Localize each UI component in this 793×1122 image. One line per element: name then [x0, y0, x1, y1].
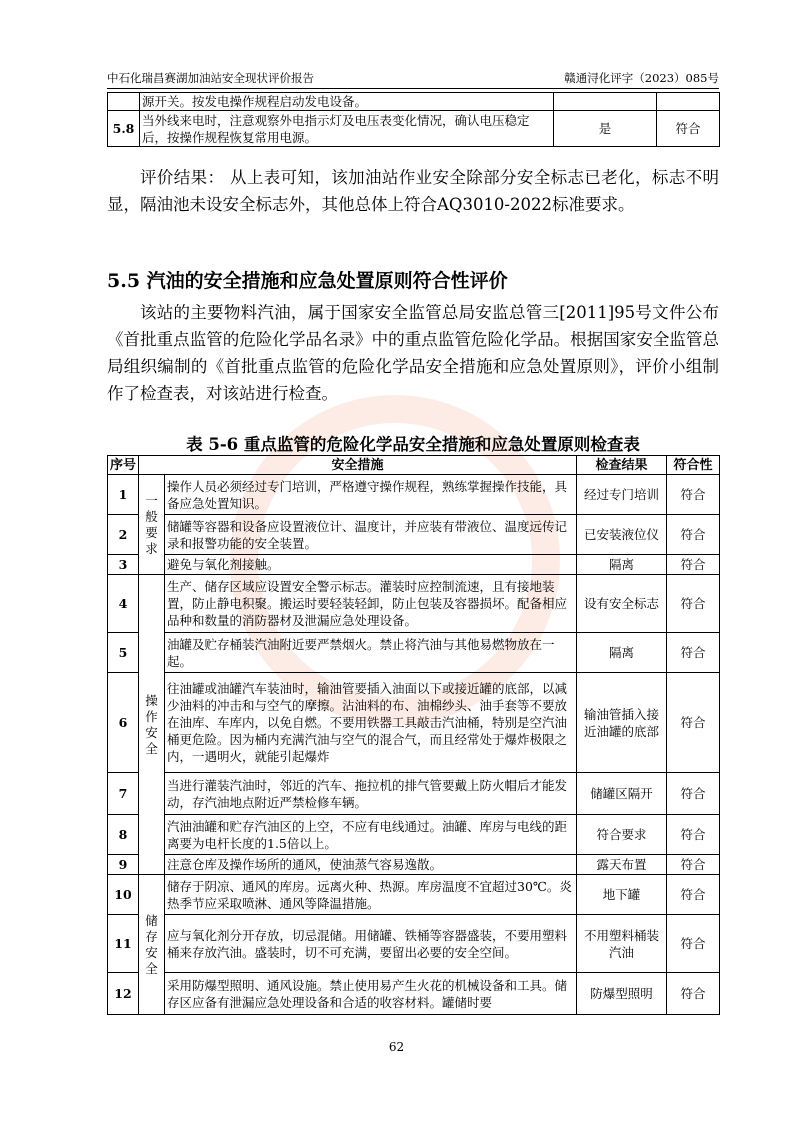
table-row [108, 673, 720, 773]
row-measure: 操作人员必须经过专门培训，严格遵守操作规程，熟练掌握操作技能，具备应急处置知识。 [165, 475, 577, 515]
category-general: 一般要求 [139, 475, 165, 575]
row-measure: 储罐等容器和设备应设置液位计、温度计，并应装有带液位、温度远传记录和报警功能的安全装置。 [165, 515, 577, 555]
row-result: 隔离 [577, 633, 667, 673]
row-result: 不用塑料桶装汽油 [577, 915, 667, 973]
evaluation-paragraph: 评价结果： 从上表可知，该加油站作业安全除部分安全标志已老化，标志不明显，隔油池未设安全标志外，其他总体上符合AQ3010-2022标准要求。 [107, 168, 719, 214]
row-result: 已安装液位仪 [577, 515, 667, 555]
checklist-table [107, 455, 720, 1015]
row-measure: 往油罐或油罐汽车装油时，输油管要插入油面以下或接近罐的底部，以减少油料的冲击和与空气的摩擦。沾油料的布、油棉纱头、油手套等不要放在油库、车库内，以免自燃。不要用铁器工具敲击汽油桶，特别是空汽油桶更危险。因为桶内充满汽油与空气的混合气，而且经常处于爆炸极限之内，一遇明火，就能引起爆炸 [165, 673, 577, 773]
table-caption: 表 5-6 重点监管的危险化学品安全措施和应急处置原则检查表 [186, 435, 640, 454]
page-header [107, 70, 719, 89]
table-row [108, 773, 720, 815]
section-title: 5.5 汽油的安全措施和应急处置原则符合性评价 [107, 270, 508, 292]
row-measure: 注意仓库及操作场所的通风，使油蒸气容易逸散。 [165, 855, 577, 875]
page-number: 62 [388, 1040, 405, 1054]
row-conformity: 符合 [667, 555, 720, 575]
table-row [108, 475, 720, 515]
continued-text: 源开关。按发电操作规程启动发电设备。 [140, 93, 554, 111]
header-no: 序号 [108, 456, 139, 475]
row-measure: 当外线来电时，注意观察外电指示灯及电压表变化情况，确认电压稳定后，按操作规程恢复常用电源。 [140, 111, 554, 147]
row-conformity: 符合 [667, 673, 720, 773]
row-result: 符合要求 [577, 815, 667, 855]
row-result: 储罐区隔开 [577, 773, 667, 815]
row-number: 12 [108, 973, 139, 1015]
row-result: 防爆型照明 [577, 973, 667, 1015]
row-conformity: 符合 [667, 815, 720, 855]
header-conformity: 符合性 [667, 456, 720, 475]
row-number: 3 [108, 555, 139, 575]
intro-paragraph: 该站的主要物料汽油，属于国家安全监管总局安监总管三[2011]95号文件公布《首批重点监管的危险化学品名录》中的重点监管危险化学品。根据国家安全监管总局组织编制的《首批重点监管的危险化学品安全措施和应急处置原则》，评价小组制作了检查表，对该站进行检查。 [107, 303, 719, 403]
row-result: 是 [554, 111, 657, 147]
row-conformity: 符合 [667, 475, 720, 515]
header-left-title: 中石化瑞昌赛湖加油站安全现状评价报告 [107, 71, 314, 85]
row-result: 输油管插入接近油罐的底部 [577, 673, 667, 773]
row-number: 1 [108, 475, 139, 515]
row-measure: 采用防爆型照明、通风设施。禁止使用易产生火花的机械设备和工具。储存区应备有泄漏应急处理设备和合适的收容材料。罐储时要 [165, 973, 577, 1015]
row-measure: 应与氧化剂分开存放，切忌混储。用储罐、铁桶等容器盛装，不要用塑料桶来存放汽油。盛装时，切不可充满，要留出必要的安全空间。 [165, 915, 577, 973]
row-measure: 当进行灌装汽油时，邻近的汽车、拖拉机的排气管要戴上防火帽后才能发动，存汽油地点附近严禁检修车辆。 [165, 773, 577, 815]
row-result: 设有安全标志 [577, 575, 667, 633]
row-measure: 油罐及贮存桶装汽油附近要严禁烟火。禁止将汽油与其他易燃物放在一起。 [165, 633, 577, 673]
row-number: 11 [108, 915, 139, 973]
continued-table [107, 92, 720, 147]
table-row [108, 111, 720, 147]
table-row [108, 575, 720, 633]
row-conformity: 符合 [667, 575, 720, 633]
row-result: 隔离 [577, 555, 667, 575]
row-measure: 汽油油罐和贮存汽油区的上空，不应有电线通过。油罐、库房与电线的距离要为电杆长度的1.5倍以上。 [165, 815, 577, 855]
row-result: 地下罐 [577, 875, 667, 915]
table-row [108, 633, 720, 673]
row-number: 5 [108, 633, 139, 673]
table-row [108, 973, 720, 1015]
table-row [108, 515, 720, 555]
row-number: 5.8 [108, 111, 140, 147]
row-result: 露天布置 [577, 855, 667, 875]
header-measure: 安全措施 [139, 456, 577, 475]
row-conformity: 符合 [667, 515, 720, 555]
row-conformity: 符合 [667, 855, 720, 875]
row-number: 7 [108, 773, 139, 815]
table-row [108, 855, 720, 875]
row-measure: 储存于阴凉、通风的库房。远离火种、热源。库房温度不宜超过30℃。炎热季节应采取喷淋、通风等降温措施。 [165, 875, 577, 915]
table-row [108, 93, 720, 111]
table-row [108, 915, 720, 973]
row-measure: 生产、储存区域应设置安全警示标志。灌装时应控制流速，且有接地装置，防止静电积聚。搬运时要轻装轻卸，防止包装及容器损坏。配备相应品种和数量的消防器材及泄漏应急处理设备。 [165, 575, 577, 633]
category-storage: 储存安全 [139, 875, 165, 1015]
header-result: 检查结果 [577, 456, 667, 475]
table-row [108, 875, 720, 915]
table-row [108, 815, 720, 855]
table-header-row [108, 456, 720, 475]
row-number: 2 [108, 515, 139, 555]
table-row [108, 555, 720, 575]
row-number: 6 [108, 673, 139, 773]
header-report-number: 赣通浔化评字（2023）085号 [564, 71, 719, 85]
row-result: 经过专门培训 [577, 475, 667, 515]
row-number: 10 [108, 875, 139, 915]
row-measure: 避免与氧化剂接触。 [165, 555, 577, 575]
row-conformity: 符合 [667, 633, 720, 673]
row-number: 9 [108, 855, 139, 875]
category-operation: 操作安全 [139, 575, 165, 875]
row-conformity: 符合 [667, 875, 720, 915]
row-number: 8 [108, 815, 139, 855]
row-conformity: 符合 [667, 973, 720, 1015]
row-number: 4 [108, 575, 139, 633]
row-conformity: 符合 [657, 111, 720, 147]
row-conformity: 符合 [667, 915, 720, 973]
row-conformity: 符合 [667, 773, 720, 815]
